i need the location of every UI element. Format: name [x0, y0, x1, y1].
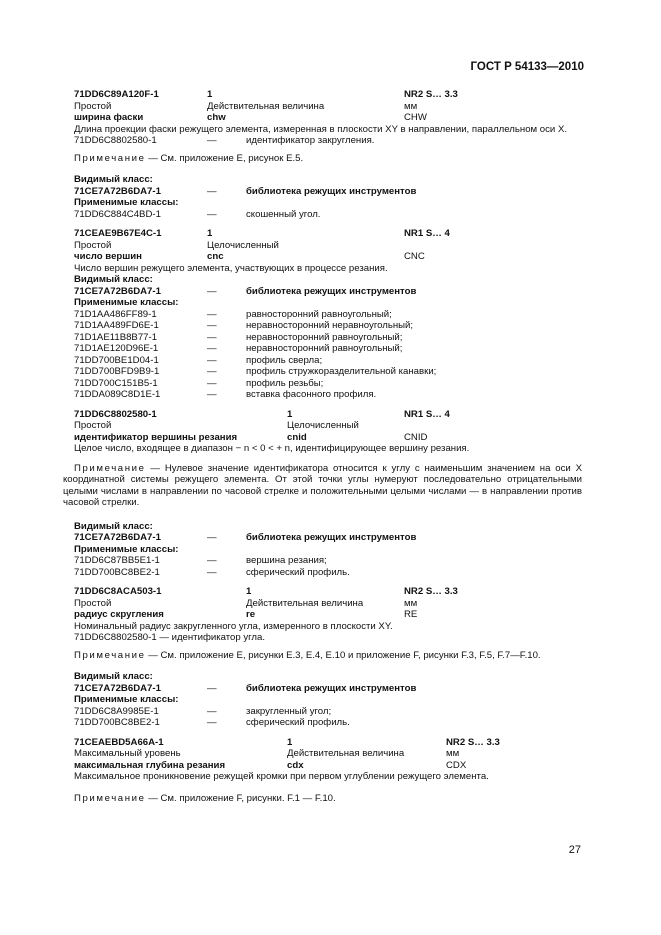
attr-abbr: CNID: [404, 431, 428, 443]
class-code: 71DD6C8A9985E-1: [74, 705, 159, 717]
attr-header-row: [74, 89, 582, 101]
note-text: — См. приложение E, рисунок E.5.: [148, 152, 304, 164]
applicable-class-list: [74, 309, 582, 401]
applicable-class-row: [74, 355, 582, 367]
visible-class-label: Видимый класс:: [74, 520, 153, 532]
applicable-class-row: [74, 309, 582, 321]
attr-unit: мм: [446, 748, 460, 759]
attr-code: 71CEAE9B67E4C-1: [74, 228, 162, 239]
attr-name-row: [74, 112, 582, 124]
applicable-class-row: [74, 332, 582, 344]
applicable-class-row: [74, 366, 582, 378]
attr-abbr: CHW: [404, 112, 427, 123]
class-text: неравносторонний равноугольный;: [246, 331, 403, 343]
class-text: профиль стружкоразделительной канавки;: [246, 366, 437, 377]
attr-abbr: CNC: [404, 251, 425, 262]
attr-value: 1: [207, 89, 213, 100]
class-name: библиотека режущих инструментов: [246, 682, 417, 694]
dash: —: [207, 555, 217, 566]
note: [74, 793, 582, 805]
attr-name: радиус скругления: [74, 609, 164, 620]
applicable-classes-label: Применимые классы:: [74, 197, 179, 208]
attr-kind: Действительная величина: [287, 748, 405, 759]
applicable-class-row: [74, 555, 582, 567]
dash: —: [207, 308, 217, 320]
class-code: 71CE7A72B6DA7-1: [74, 682, 161, 694]
note-label: Примечание: [74, 462, 146, 474]
class-text: вставка фасонного профиля.: [246, 389, 377, 400]
attr-kind: Действительная величина: [246, 597, 364, 609]
ref-row: [74, 135, 582, 147]
attr-value: 1: [287, 408, 293, 420]
attr-type: Простой: [74, 597, 112, 609]
attr-name-row: [74, 251, 582, 263]
dash: —: [207, 366, 217, 377]
attr-header-row: [74, 586, 582, 598]
class-code: 71DD700BFD9B9-1: [74, 366, 160, 377]
applicable-classes-label: Применимые классы:: [74, 543, 179, 555]
standard-header: ГОСТ Р 54133—2010: [470, 61, 584, 73]
class-code: 71DD700C151B5-1: [74, 377, 158, 389]
applicable-class-row: [74, 567, 582, 579]
attr-type-row: [74, 598, 582, 610]
dash: —: [207, 389, 217, 400]
attr-type: Простой: [74, 100, 112, 112]
dash: —: [207, 331, 217, 343]
attr-name: число вершин: [74, 251, 142, 262]
attr-name: максимальная глубина резания: [74, 759, 226, 771]
class-code: 71D1AA486FF89-1: [74, 308, 157, 320]
dash: —: [207, 343, 217, 354]
class-code: 71D1AA489FD6E-1: [74, 320, 159, 331]
dash: —: [207, 208, 217, 220]
visible-class-row: [74, 186, 582, 198]
attr-unit: мм: [404, 100, 418, 112]
attr-type-row: [74, 240, 582, 252]
attr-nr: NR2 S… 3.3: [404, 89, 458, 100]
attr-unit: мм: [404, 597, 418, 609]
dash: —: [207, 320, 217, 331]
dash: —: [207, 377, 217, 389]
class-code: 71D1AE120D96E-1: [74, 343, 159, 354]
class-code: 71CE7A72B6DA7-1: [74, 185, 161, 197]
attr-symbol: re: [246, 609, 256, 620]
class-name: библиотека режущих инструментов: [246, 185, 417, 197]
attr-name-row: [74, 609, 582, 621]
visible-class-label: Видимый класс:: [74, 274, 153, 285]
class-code: 71CE7A72B6DA7-1: [74, 285, 161, 297]
dash: —: [207, 532, 217, 543]
attr-description: Номинальный радиус закругленного угла, измеренного в плоскости XY.: [74, 620, 393, 632]
attr-symbol: cnid: [287, 431, 307, 443]
class-text: вершина резания;: [246, 555, 327, 566]
attr-nr: NR2 S… 3.3: [446, 736, 500, 748]
page-content: [63, 89, 582, 804]
applicable-classes-label: Применимые классы:: [74, 694, 179, 705]
attr-code: 71DD6C89A120F-1: [74, 89, 159, 100]
visible-class-row: [74, 683, 582, 695]
class-code: 71DD700BC8BE2-1: [74, 717, 160, 728]
class-text: равносторонний равноугольный;: [246, 308, 392, 320]
applicable-class-row: [74, 717, 582, 729]
attr-symbol: cnc: [207, 251, 224, 262]
attr-code: 71DD6C8802580-1: [74, 408, 157, 420]
attr-name: ширина фаски: [74, 112, 144, 123]
attr-name-row: [74, 432, 582, 444]
applicable-class-row: [74, 706, 582, 718]
attr-value: 1: [246, 586, 252, 597]
class-text: профиль сверла;: [246, 354, 323, 366]
dash: —: [207, 285, 217, 297]
note: [74, 153, 582, 165]
class-text: скошенный угол.: [246, 208, 321, 220]
attr-description: Длина проекции фаски режущего элемента, измеренная в плоскости XY в направлении, параллельном оси X.: [74, 123, 568, 135]
class-code: 71CE7A72B6DA7-1: [74, 532, 161, 543]
class-name: библиотека режущих инструментов: [246, 532, 417, 543]
attr-nr: NR1 S… 4: [404, 228, 450, 239]
note-text: — Нулевое значение идентификатора относится к углу с наименьшим значением на оси X координатной системы режущего элемента. От этой точки углы нумеруют последовательно отрицательными целыми числами в направлении по часовой стрелке и положительными целыми числами — в направлении против часовой стрелки.: [63, 462, 582, 508]
class-code: 71DDA089C8D1E-1: [74, 389, 161, 400]
dash: —: [207, 682, 217, 694]
dash: —: [207, 354, 217, 366]
applicable-class-row: [74, 389, 582, 401]
attr-abbr: RE: [404, 609, 418, 620]
applicable-class-row: [74, 209, 582, 221]
applicable-class-list: [74, 555, 582, 578]
attr-nr: NR2 S… 3.3: [404, 586, 458, 597]
attr-abbr: CDX: [446, 759, 467, 771]
attr-code: 71CEAEBD5A66A-1: [74, 736, 164, 748]
note-text: — См. приложение E, рисунки E.3, E.4, E.10 и приложение F, рисунки F.3, F.5, F.7—F.10.: [148, 649, 541, 661]
attr-code: 71DD6C8ACA503-1: [74, 586, 162, 597]
ref-code: 71DD6C8802580-1: [74, 135, 157, 146]
applicable-class-row: [74, 320, 582, 332]
class-name: библиотека режущих инструментов: [246, 285, 417, 297]
applicable-class-row: [74, 378, 582, 390]
attr-symbol: chw: [207, 112, 226, 123]
attr-value: 1: [287, 736, 293, 748]
attr-type-row: [74, 101, 582, 113]
applicable-class-list: [74, 706, 582, 729]
attr-name: идентификатор вершины резания: [74, 431, 238, 443]
attr-type: Простой: [74, 239, 112, 251]
dash: —: [207, 705, 217, 717]
dash: —: [207, 717, 217, 728]
attr-type-row: [74, 420, 582, 432]
attr-header-row: [74, 228, 582, 240]
dash: —: [207, 185, 217, 197]
class-text: неравносторонний неравноугольный;: [246, 320, 414, 331]
attr-name-row: [74, 760, 582, 772]
page-number: 27: [568, 844, 581, 856]
dash: —: [207, 566, 217, 578]
class-text: закругленный угол;: [246, 705, 332, 717]
note: [63, 463, 582, 509]
note: [74, 650, 582, 662]
attr-header-row: [74, 737, 582, 749]
attr-kind: Целочисленный: [207, 239, 279, 251]
attr-nr: NR1 S… 4: [404, 408, 450, 420]
attr-type: Максимальный уровень: [74, 748, 181, 759]
note-text: — См. приложение F, рисунки. F.1 — F.10.: [148, 792, 336, 804]
visible-class-row: [74, 286, 582, 298]
applicable-classes-label: Применимые классы:: [74, 297, 179, 308]
class-code: 71DD700BE1D04-1: [74, 354, 159, 366]
attr-kind: Действительная величина: [207, 100, 325, 112]
attr-description: Число вершин режущего элемента, участвующих в процессе резания.: [74, 262, 388, 274]
attr-kind: Целочисленный: [287, 420, 359, 431]
ref-text: идентификатор закругления.: [246, 135, 375, 146]
class-text: профиль резьбы;: [246, 377, 324, 389]
visible-class-label: Видимый класс:: [74, 671, 153, 682]
class-text: сферический профиль.: [246, 566, 350, 578]
attr-type-row: [74, 748, 582, 760]
applicable-class-row: [74, 343, 582, 355]
note-label: Примечание: [74, 152, 146, 164]
visible-class-label: Видимый класс:: [74, 174, 153, 185]
class-code: 71DD6C87BB5E1-1: [74, 555, 160, 566]
attr-header-row: [74, 409, 582, 421]
class-code: 71DD700BC8BE2-1: [74, 566, 160, 578]
attr-value: 1: [207, 228, 213, 239]
ref-line: 71DD6C8802580-1 — идентификатор угла.: [74, 632, 266, 643]
note-label: Примечание: [74, 792, 146, 804]
note-label: Примечание: [74, 649, 146, 661]
visible-class-row: [74, 532, 582, 544]
dash: —: [207, 135, 217, 146]
class-text: неравносторонний равноугольный;: [246, 343, 403, 354]
class-code: 71DD6C884C4BD-1: [74, 208, 161, 220]
attr-description: Целое число, входящее в диапазон − n < 0 < + n, идентифицирующее вершину резания.: [74, 443, 470, 454]
attr-symbol: cdx: [287, 759, 304, 771]
attr-description: Максимальное проникновение режущей кромки при первом углублении режущего элемента.: [74, 771, 489, 782]
class-text: сферический профиль.: [246, 717, 350, 728]
attr-type: Простой: [74, 420, 112, 431]
class-code: 71D1AE11B8B77-1: [74, 331, 158, 343]
